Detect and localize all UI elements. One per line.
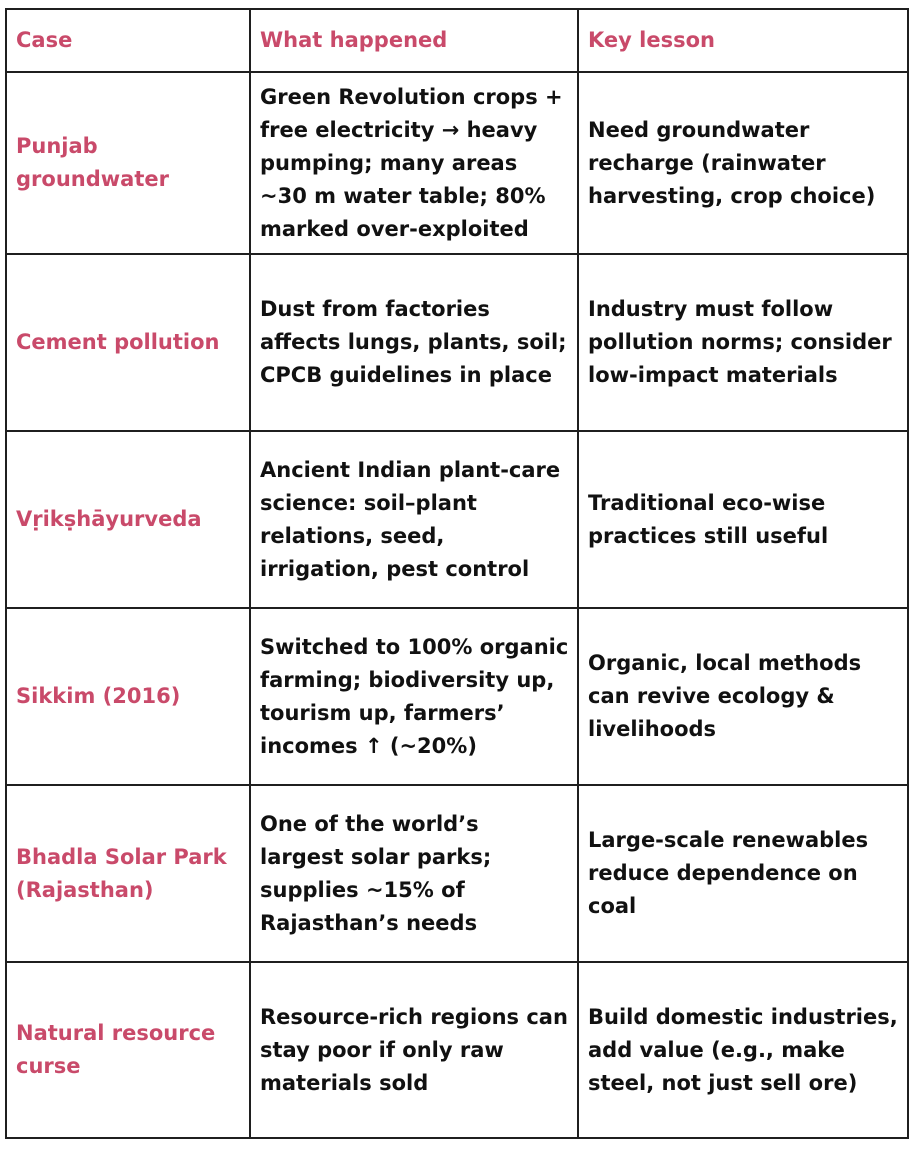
key-lesson-cell: Large-scale renewables reduce dependence on coal bbox=[578, 785, 908, 962]
case-cell: Cement pollution bbox=[6, 254, 250, 431]
case-cell: Natural resource curse bbox=[6, 962, 250, 1138]
header-row bbox=[6, 9, 908, 72]
table-row bbox=[6, 962, 908, 1138]
table-row bbox=[6, 72, 908, 254]
table-row bbox=[6, 254, 908, 431]
key-lesson-cell: Traditional eco-wise practices still useful bbox=[578, 431, 908, 608]
what-happened-cell: Switched to 100% organic farming; biodiversity up, tourism up, farmers’ incomes ↑ (~20%) bbox=[250, 608, 578, 785]
what-happened-cell: One of the world’s largest solar parks; supplies ~15% of Rajasthan’s needs bbox=[250, 785, 578, 962]
what-happened-cell: Resource-rich regions can stay poor if only raw materials sold bbox=[250, 962, 578, 1138]
case-cell: Sikkim (2016) bbox=[6, 608, 250, 785]
header-key-lesson: Key lesson bbox=[578, 9, 908, 72]
case-cell: Bhadla Solar Park (Rajasthan) bbox=[6, 785, 250, 962]
table-row bbox=[6, 431, 908, 608]
case-cell: Vṛikṣhāyurveda bbox=[6, 431, 250, 608]
what-happened-cell: Ancient Indian plant-care science: soil–plant relations, seed, irrigation, pest control bbox=[250, 431, 578, 608]
what-happened-cell: Dust from factories affects lungs, plants, soil; CPCB guidelines in place bbox=[250, 254, 578, 431]
case-table bbox=[5, 8, 909, 1139]
key-lesson-cell: Organic, local methods can revive ecology & livelihoods bbox=[578, 608, 908, 785]
table-row bbox=[6, 785, 908, 962]
key-lesson-cell: Need groundwater recharge (rainwater harvesting, crop choice) bbox=[578, 72, 908, 254]
case-table-container bbox=[5, 8, 909, 1139]
header-what-happened: What happened bbox=[250, 9, 578, 72]
header-case: Case bbox=[6, 9, 250, 72]
what-happened-cell: Green Revolution crops + free electricity → heavy pumping; many areas ~30 m water table; 80% marked over-exploited bbox=[250, 72, 578, 254]
table-row bbox=[6, 608, 908, 785]
case-cell: Punjab groundwater bbox=[6, 72, 250, 254]
key-lesson-cell: Build domestic industries, add value (e.g., make steel, not just sell ore) bbox=[578, 962, 908, 1138]
key-lesson-cell: Industry must follow pollution norms; consider low-impact materials bbox=[578, 254, 908, 431]
